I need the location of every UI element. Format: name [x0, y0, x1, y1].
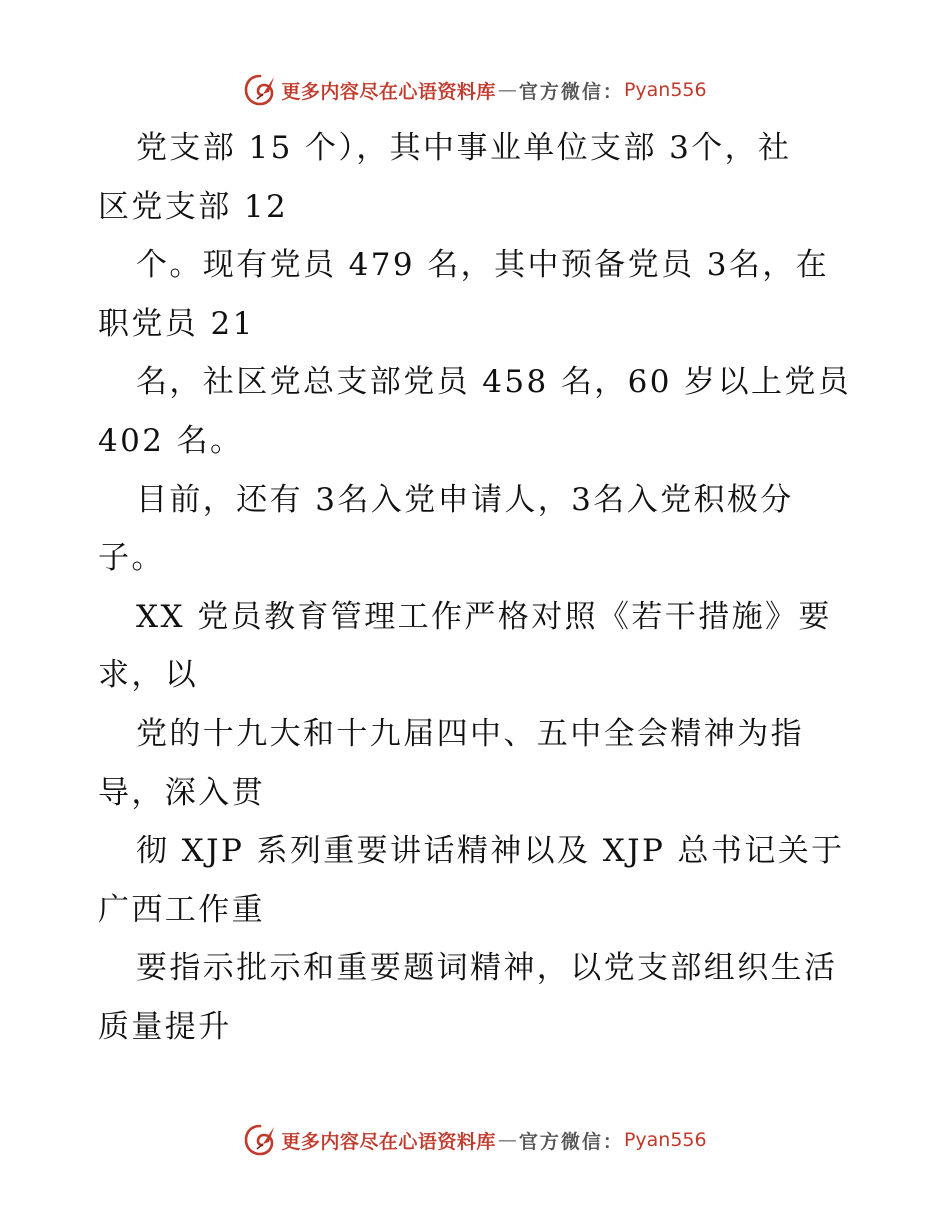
body-line: 职党员 21 [98, 305, 255, 342]
quill-pen-swirl-icon [243, 73, 277, 107]
body-line: 个。现有党员 479 名，其中预备党员 3名，在 [136, 247, 830, 284]
body-line: 名，社区党总支部党员 458 名，60 岁以上党员 [136, 364, 852, 401]
body-line: 质量提升 [98, 1008, 232, 1045]
body-line: 子。 [98, 540, 165, 577]
body-line: 402 名。 [98, 422, 244, 459]
body-line: 目前，还有 3名入党申请人，3名入党积极分 [136, 481, 794, 518]
body-line: 党的十九大和十九届四中、五中全会精神为指 [136, 715, 804, 752]
footer-watermark-banner [0, 1120, 950, 1160]
quill-pen-swirl-icon [243, 1123, 277, 1157]
body-line: XX 党员教育管理工作严格对照《若干措施》要 [136, 598, 832, 635]
brand-text: 更多内容尽在心语资料库 [281, 80, 496, 103]
contact-id: Pyan556 [623, 1129, 707, 1151]
body-line: 彻 XJP 系列重要讲话精神以及 XJP 总书记关于 [136, 833, 845, 870]
body-line: 党支部 15 个），其中事业单位支部 3个，社 [136, 130, 792, 166]
contact-id: Pyan556 [623, 79, 707, 101]
body-line: 求，以 [98, 657, 199, 694]
header-watermark-banner [0, 70, 950, 110]
body-line: 区党支部 12 [98, 188, 289, 225]
banner-separator: — [497, 79, 517, 101]
body-line: 导，深入贯 [98, 774, 265, 811]
banner-separator: — [497, 1129, 517, 1151]
body-line: 要指示批示和重要题词精神，以党支部组织生活 [136, 950, 838, 987]
document-body [98, 119, 858, 1057]
contact-label: 官方微信： [518, 1130, 624, 1153]
body-line: 广西工作重 [98, 891, 265, 928]
contact-label: 官方微信： [518, 80, 624, 103]
brand-text: 更多内容尽在心语资料库 [281, 1130, 496, 1153]
